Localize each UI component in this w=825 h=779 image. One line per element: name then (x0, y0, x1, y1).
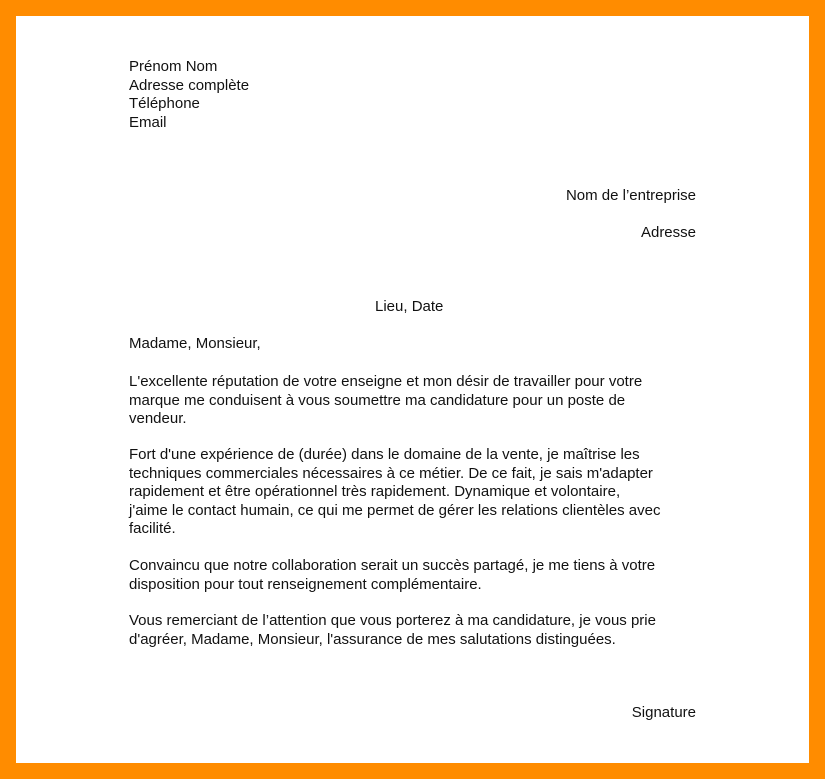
recipient-address: Adresse (640, 224, 696, 241)
sender-block (129, 58, 709, 132)
paragraph-line: marque me conduisent à vous soumettre ma candidature pour un poste de (129, 391, 626, 409)
paragraph-4 (129, 612, 709, 649)
paragraph-line: d'agréer, Madame, Monsieur, l'assurance de mes salutations distinguées. (129, 630, 616, 648)
sender-phone: Téléphone (129, 95, 200, 112)
letter-page (16, 16, 809, 763)
paragraph-line: Fort d'une expérience de (durée) dans le domaine de la vente, je maîtrise les (129, 446, 640, 463)
paragraph-line: L'excellente réputation de votre enseigne et mon désir de travailler pour votre (129, 373, 643, 390)
paragraph-line: disposition pour tout renseignement complémentaire. (129, 575, 482, 593)
paragraph-line: facilité. (129, 520, 176, 537)
paragraph-line: j'aime le contact humain, ce qui me permet de gérer les relations clientèles avec (129, 501, 661, 519)
paragraph-line: techniques commerciales nécessaires à ce métier. De ce fait, je sais m'adapter (129, 464, 653, 482)
sender-address: Adresse complète (129, 76, 250, 94)
paragraph-line: rapidement et être opérationnel très rapidement. Dynamique et volontaire, (129, 483, 621, 500)
place-date: Lieu, Date (375, 298, 444, 315)
paragraph-line: vendeur. (129, 410, 187, 427)
paragraph-1 (129, 373, 709, 429)
sender-name: Prénom Nom (129, 58, 218, 75)
recipient-company: Nom de l’entreprise (565, 187, 696, 204)
paragraph-2 (129, 446, 709, 539)
salutation: Madame, Monsieur, (129, 335, 261, 352)
signature: Signature (631, 704, 696, 721)
paragraph-line: Vous remerciant de l’attention que vous porterez à ma candidature, je vous prie (129, 612, 656, 629)
sender-email: Email (129, 113, 167, 131)
paragraph-line: Convaincu que notre collaboration serait un succès partagé, je me tiens à votre (129, 557, 656, 574)
paragraph-3 (129, 557, 709, 594)
